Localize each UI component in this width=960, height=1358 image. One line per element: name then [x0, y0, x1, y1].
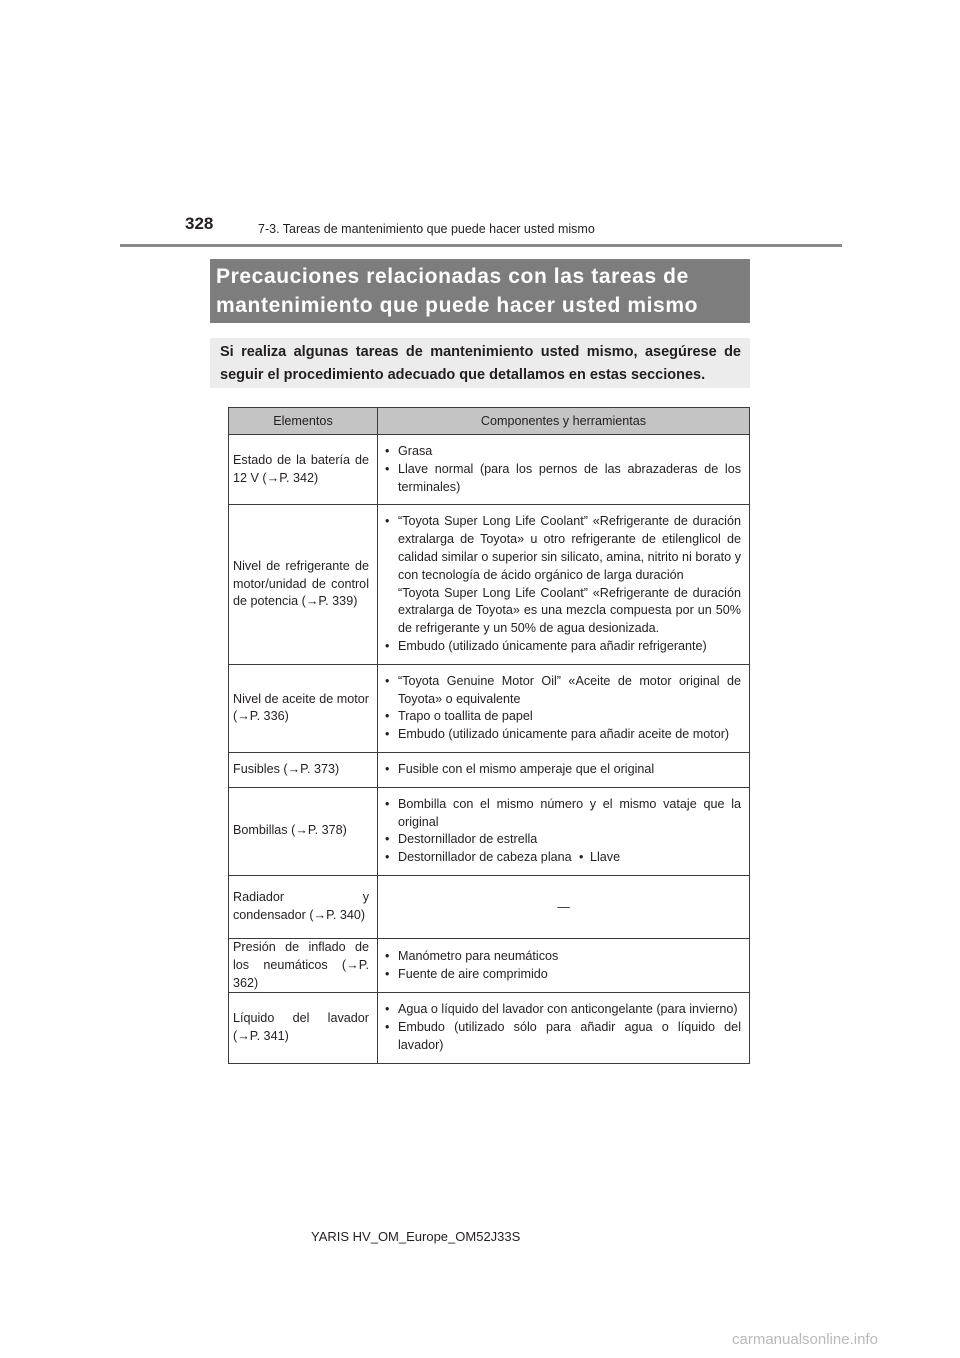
list-item: • Fuente de aire comprimido: [384, 966, 741, 984]
table-row: [229, 875, 750, 938]
row-components: [378, 993, 750, 1063]
list-item: • Bombilla con el mismo número y el mismo vataje que la original: [384, 796, 741, 832]
list-item: • Trapo o toallita de papel: [384, 708, 741, 726]
row-item: Bombillas (→P. 378): [229, 787, 378, 875]
two-column-list: [384, 849, 741, 867]
table-row: [229, 993, 750, 1063]
intro-text: Si realiza algunas tareas de mantenimiento usted mismo, asegúrese de seguir el procedimiento adecuado que detallamos en estas secciones.: [220, 344, 741, 383]
intro-box: [210, 338, 750, 388]
table-row: [229, 435, 750, 505]
section-title: 7-3. Tareas de mantenimiento que puede hacer usted mismo: [258, 222, 595, 236]
table-row: [229, 505, 750, 664]
column-header-items: Elementos: [229, 408, 378, 435]
row-components: [378, 505, 750, 664]
list-item: • Fusible con el mismo amperaje que el original: [384, 761, 741, 779]
row-components: [378, 787, 750, 875]
list-item: • “Toyota Genuine Motor Oil” «Aceite de motor original de Toyota» o equivalente: [384, 673, 741, 709]
row-item: Nivel de aceite de motor (→P. 336): [229, 664, 378, 752]
list-item: • Agua o líquido del lavador con anticongelante (para invierno): [384, 1001, 741, 1019]
watermark: carmanualsonline.info: [732, 1331, 878, 1348]
row-components: [378, 664, 750, 752]
table-header-row: [229, 408, 750, 435]
row-components-empty: —: [378, 875, 750, 938]
list-item: • Manómetro para neumáticos: [384, 948, 741, 966]
table-row: [229, 787, 750, 875]
maintenance-table: [228, 407, 750, 1064]
list-item: • Grasa: [384, 443, 741, 461]
page-title-box: [210, 259, 750, 323]
table-row: [229, 664, 750, 752]
list-item-text: “Toyota Super Long Life Coolant” «Refrigerante de duración extralarga de Toyota» u otro refrigerante de etilenglicol de calidad similar o superior sin silicato, amina, nitrito ni borato y con tecnología de ácido orgánico de larga duración: [398, 514, 741, 582]
list-item: • Llave normal (para los pernos de las abrazaderas de los terminales): [384, 461, 741, 497]
row-item: Fusibles (→P. 373): [229, 752, 378, 787]
page-number: 328: [185, 214, 214, 233]
table-row: [229, 752, 750, 787]
list-item: • Embudo (utilizado sólo para añadir agua o líquido del lavador): [384, 1019, 741, 1055]
row-components: [378, 938, 750, 992]
list-item: [384, 513, 741, 638]
table-row: [229, 938, 750, 992]
list-item-note: “Toyota Super Long Life Coolant” «Refrigerante de duración extralarga de Toyota» es una mezcla compuesta por un 50% de refrigerante y un 50% de agua desionizada.: [398, 585, 741, 636]
row-item: Nivel de refrigerante de motor/unidad de control de potencia (→P. 339): [229, 505, 378, 664]
column-header-components: Componentes y herramientas: [378, 408, 750, 435]
list-item: • Llave: [578, 849, 620, 867]
row-item: Presión de inflado de los neumáticos (→P. 362): [229, 938, 378, 992]
list-item: • Destornillador de estrella: [384, 831, 741, 849]
row-components: [378, 752, 750, 787]
list-item: • Embudo (utilizado únicamente para añadir aceite de motor): [384, 726, 741, 744]
list-item: • Embudo (utilizado únicamente para añadir refrigerante): [384, 638, 741, 656]
document-code: YARIS HV_OM_Europe_OM52J33S: [311, 1229, 521, 1244]
row-item: Estado de la batería de 12 V (→P. 342): [229, 435, 378, 505]
list-item: • Destornillador de cabeza plana: [384, 849, 578, 867]
row-components: [378, 435, 750, 505]
row-item: Radiador y condensador (→P. 340): [229, 875, 378, 938]
header-rule: [120, 244, 842, 247]
page-title-line-1: Precauciones relacionadas con las tareas de: [216, 265, 689, 288]
page-title-line-2: mantenimiento que puede hacer usted mismo: [216, 294, 699, 317]
row-item: Líquido del lavador (→P. 341): [229, 993, 378, 1063]
